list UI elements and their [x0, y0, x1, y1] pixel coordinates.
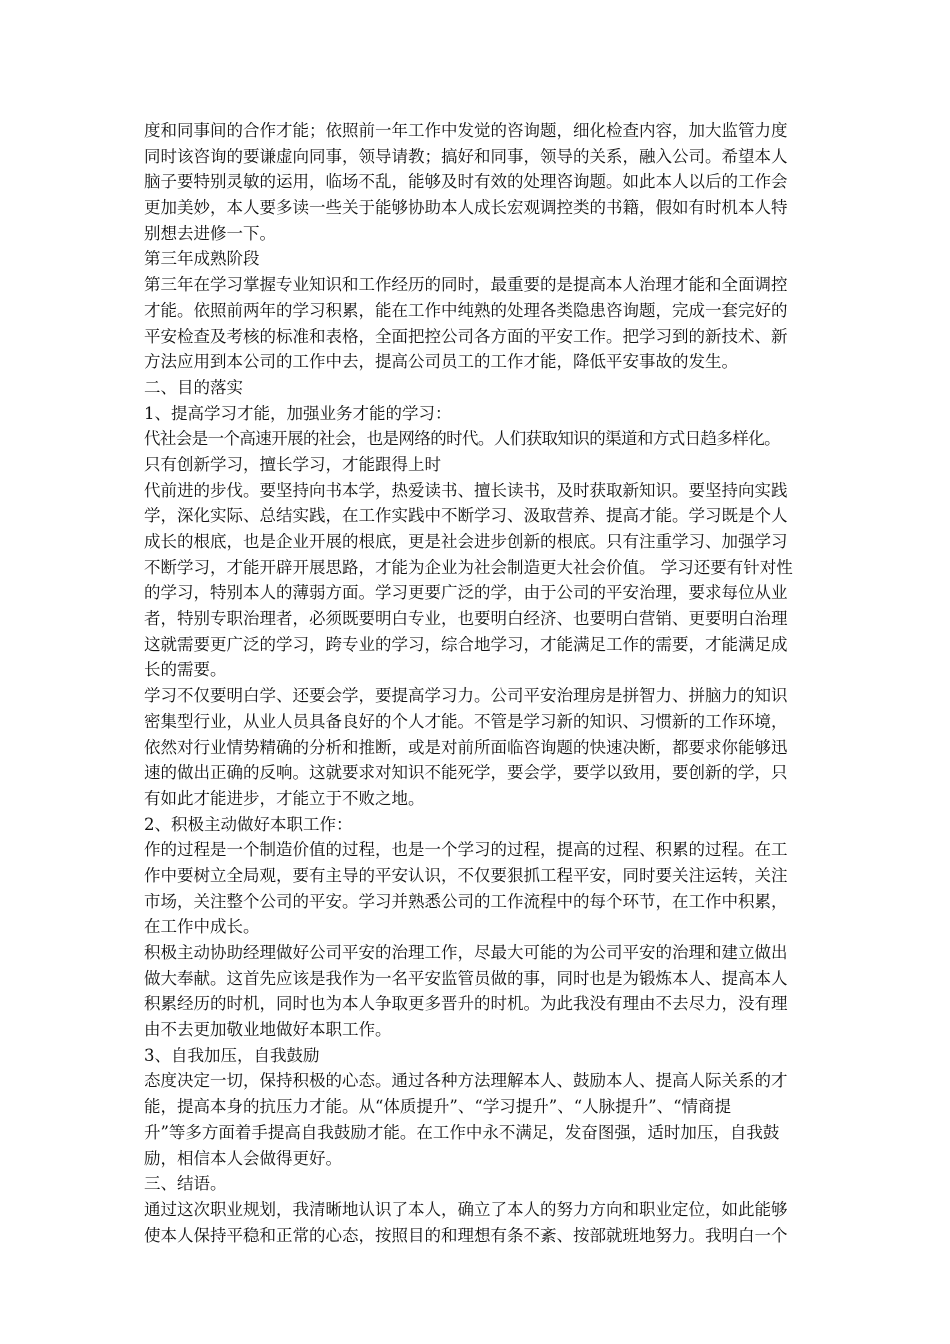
text-line: 这就需要更广泛的学习，跨专业的学习，综合地学习，才能满足工作的需要，才能满足成	[144, 634, 788, 654]
text-line: 做大奉献。这首先应该是我作为一名平安监管员做的事，同时也是为锻炼本人、提高本人	[144, 968, 788, 988]
text-line: 使本人保持平稳和正常的心态，按照目的和理想有条不紊、按部就班地努力。我明白一个	[144, 1225, 788, 1245]
text-line: 作中要树立全局观，要有主导的平安认识，不仅要狠抓工程平安，同时要关注运转，关注	[144, 865, 788, 885]
text-line: 学习不仅要明白学、还要会学，要提高学习力。公司平安治理房是拼智力、拼脑力的知识	[144, 686, 788, 706]
text-line: 只有创新学习，擅长学习，才能跟得上时	[144, 454, 441, 474]
text-line: 别想去进修一下。	[144, 223, 276, 243]
text-line: 成长的根底，也是企业开展的根底，更是社会进步创新的根底。只有注重学习、加强学习	[144, 532, 788, 551]
text-line: 励，相信本人会做得更好。	[144, 1148, 342, 1168]
text-line: 由不去更加敬业地做好本职工作。	[144, 1020, 392, 1040]
text-line: 长的需要。	[144, 660, 227, 680]
text-line: 作的过程是一个制造价值的过程，也是一个学习的过程，提高的过程、积累的过程。在工	[144, 840, 788, 860]
subsection-heading: 3、自我加压，自我鼓励	[144, 1045, 320, 1065]
text-line: 的学习，特别本人的薄弱方面。学习更要广泛的学，由于公司的平安治理，要求每位从业	[144, 583, 788, 603]
text-line: 学，深化实际、总结实践，在工作实践中不断学习、汲取营养、提高才能。学习既是个人	[144, 506, 788, 526]
section-heading: 三、结语。	[144, 1174, 227, 1194]
text-line: 代前进的步伐。要坚持向书本学，热爱读书、擅长读书，及时获取新知识。要坚持向实践	[144, 480, 788, 500]
text-line: 积累经历的时机，同时也为本人争取更多晋升的时机。为此我没有理由不去尽力，没有理	[144, 994, 788, 1014]
subsection-heading: 1、提高学习才能，加强业务才能的学习：	[144, 403, 452, 423]
text-line: 有如此才能进步，才能立于不败之地。	[144, 788, 425, 808]
text-line: 第三年在学习掌握专业知识和工作经历的同时，最重要的是提高本人治理才能和全面调控	[144, 275, 788, 295]
section-heading: 二、目的落实	[144, 377, 243, 397]
text-line: 积极主动协助经理做好公司平安的治理工作，尽最大可能的为公司平安的治理和建立做出	[144, 943, 788, 962]
text-line: 市场，关注整个公司的平安。学习并熟悉公司的工作流程中的每个环节，在工作中积累，	[144, 891, 788, 911]
text-line: 不断学习，才能开辟开展思路，才能为企业为社会制造更大社会价值。 学习还要有针对性	[144, 557, 793, 577]
text-line: 态度决定一切，保持积极的心态。通过各种方法理解本人、鼓励本人、提高人际关系的才	[144, 1071, 788, 1091]
text-line: 度和同事间的合作才能；依照前一年工作中发觉的咨询题，细化检查内容，加大监管力度	[144, 121, 788, 140]
text-line: 平安检查及考核的标准和表格，全面把控公司各方面的平安工作。把学习到的新技术、新	[144, 326, 788, 346]
subsection-heading: 2、积极主动做好本职工作：	[144, 814, 353, 834]
text-line: 依然对行业情势精确的分析和推断，或是对前所面临咨询题的快速决断，都要求你能够迅	[144, 737, 788, 757]
text-line: 速的做出正确的反响。这就要求对知识不能死学，要会学，要学以致用，要创新的学，只	[144, 763, 788, 783]
text-line: 同时该咨询的要谦虚向同事，领导请教；搞好和同事，领导的关系，融入公司。希望本人	[144, 146, 788, 166]
document-body	[144, 118, 820, 1248]
text-line: 才能。依照前两年的学习积累，能在工作中纯熟的处理各类隐患咨询题，完成一套完好的	[144, 300, 788, 320]
text-line: 方法应用到本公司的工作中去，提高公司员工的工作才能，降低平安事故的发生。	[144, 352, 738, 372]
text-line: 密集型行业，从业人员具备良好的个人才能。不管是学习新的知识、习惯新的工作环境，	[144, 711, 788, 731]
text-line: 在工作中成长。	[144, 917, 260, 937]
text-line: 升”等多方面着手提高自我鼓励才能。在工作中永不满足，发奋图强，适时加压，自我鼓	[144, 1122, 780, 1142]
text-line: 脑子要特别灵敏的运用，临场不乱，能够及时有效的处理咨询题。如此本人以后的工作会	[144, 172, 788, 192]
text-line: 能，提高本身的抗压力才能。从“体质提升”、“学习提升”、“人脉提升”、“情商提	[144, 1097, 732, 1117]
section-heading: 第三年成熟阶段	[144, 249, 260, 269]
text-line: 者，特别专职治理者，必须既要明白专业，也要明白经济、也要明白营销、更要明白治理	[144, 609, 788, 629]
text-line: 更加美妙，本人要多读一些关于能够协助本人成长宏观调控类的书籍，假如有时机本人特	[144, 198, 788, 218]
text-line: 代社会是一个高速开展的社会，也是网络的时代。人们获取知识的渠道和方式日趋多样化。	[144, 429, 781, 449]
text-line: 通过这次职业规划，我清晰地认识了本人，确立了本人的努力方向和职业定位，如此能够	[144, 1199, 788, 1219]
